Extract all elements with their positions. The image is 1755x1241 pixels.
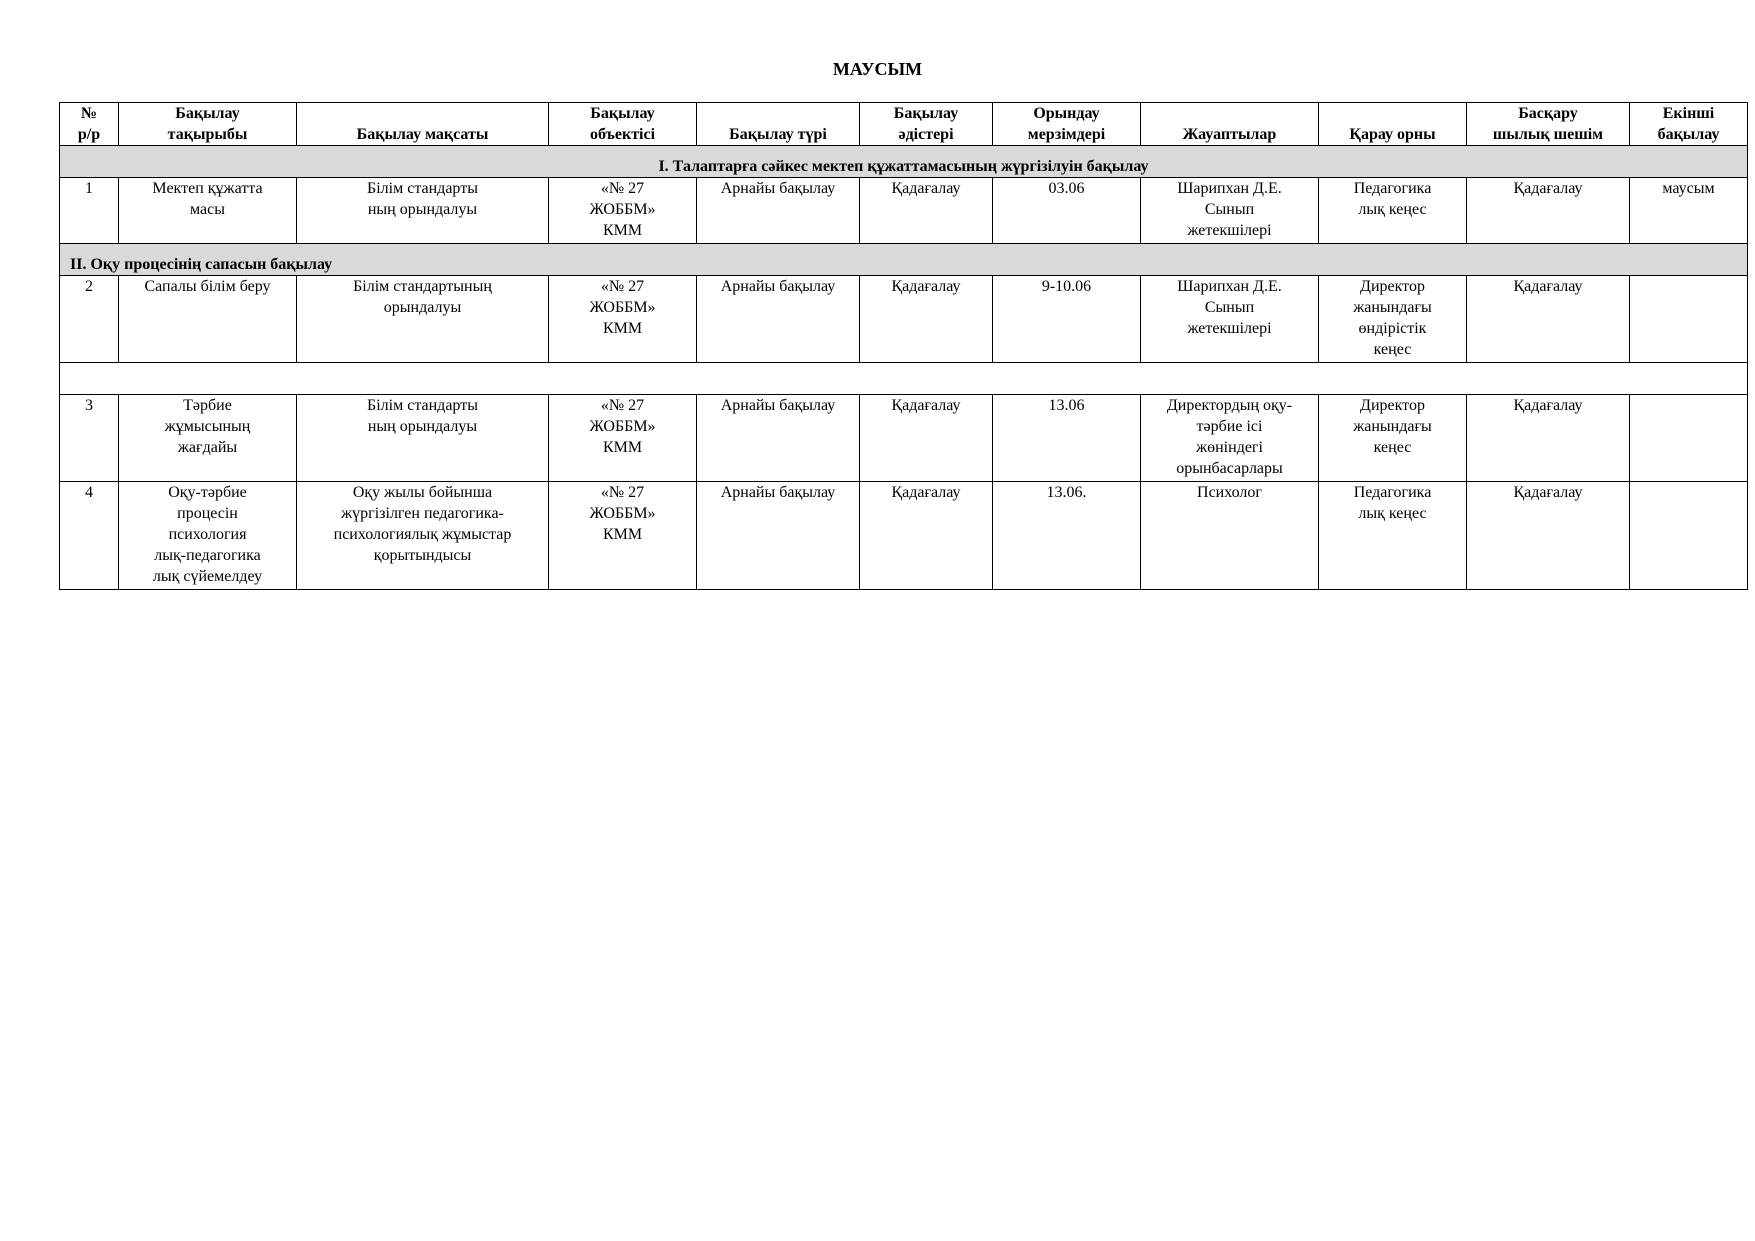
cell-goal: Білім стандартының орындалуы [297, 276, 549, 363]
cell-object: «№ 27 ЖОББМ» КММ [549, 482, 697, 590]
table-row [60, 276, 1748, 363]
cell-type: Арнайы бақылау [697, 395, 860, 482]
cell-decision: Қадағалау [1467, 395, 1630, 482]
page-title: МАУСЫМ [832, 59, 923, 79]
section-row-1 [60, 146, 1748, 178]
section-row-2 [60, 244, 1748, 276]
cell-num: 1 [60, 178, 119, 244]
header-method: Бақылау әдістері [860, 103, 993, 146]
cell-second [1630, 482, 1748, 590]
cell-dates: 03.06 [993, 178, 1141, 244]
cell-second [1630, 276, 1748, 363]
header-decision: Басқару шылық шешім [1467, 103, 1630, 146]
header-responsible: Жауаптылар [1141, 103, 1319, 146]
cell-topic: Оқу-тәрбие процесін психология лық-педагогика лық сүйемелдеу [119, 482, 297, 590]
header-place: Қарау орны [1319, 103, 1467, 146]
cell-decision: Қадағалау [1467, 178, 1630, 244]
cell-topic: Сапалы білім беру [119, 276, 297, 363]
cell-second: маусым [1630, 178, 1748, 244]
table-row [60, 395, 1748, 482]
cell-object: «№ 27 ЖОББМ» КММ [549, 395, 697, 482]
cell-method: Қадағалау [860, 178, 993, 244]
cell-topic: Тәрбие жұмысының жағдайы [119, 395, 297, 482]
cell-method: Қадағалау [860, 276, 993, 363]
header-type: Бақылау түрі [697, 103, 860, 146]
cell-object: «№ 27 ЖОББМ» КММ [549, 178, 697, 244]
cell-responsible: Шарипхан Д.Е. Сынып жетекшілері [1141, 276, 1319, 363]
cell-object: «№ 27 ЖОББМ» КММ [549, 276, 697, 363]
cell-num: 4 [60, 482, 119, 590]
cell-num: 2 [60, 276, 119, 363]
cell-place: Педагогика лық кеңес [1319, 178, 1467, 244]
cell-responsible: Психолог [1141, 482, 1319, 590]
empty-cell [60, 363, 1748, 395]
cell-goal: Оқу жылы бойынша жүргізілген педагогика- психологиялық жұмыстар қорытындысы [297, 482, 549, 590]
cell-num: 3 [60, 395, 119, 482]
cell-place: Директор жанындағы өндірістік кеңес [1319, 276, 1467, 363]
header-second: Екінші бақылау [1630, 103, 1748, 146]
cell-topic: Мектеп құжатта масы [119, 178, 297, 244]
cell-goal: Білім стандарты ның орындалуы [297, 178, 549, 244]
cell-method: Қадағалау [860, 482, 993, 590]
control-plan-table [59, 102, 1748, 590]
cell-goal: Білім стандарты ның орындалуы [297, 395, 549, 482]
header-row [60, 103, 1748, 146]
cell-responsible: Директордың оқу- тәрбие ісі жөніндегі орынбасарлары [1141, 395, 1319, 482]
table-row [60, 178, 1748, 244]
header-num: № р/р [60, 103, 119, 146]
cell-decision: Қадағалау [1467, 482, 1630, 590]
cell-place: Педагогика лық кеңес [1319, 482, 1467, 590]
cell-responsible: Шарипхан Д.Е. Сынып жетекшілері [1141, 178, 1319, 244]
cell-type: Арнайы бақылау [697, 276, 860, 363]
cell-method: Қадағалау [860, 395, 993, 482]
section-title-1: I. Талаптарға сәйкес мектеп құжаттамасының жүргізілуін бақылау [60, 146, 1748, 178]
cell-second [1630, 395, 1748, 482]
cell-dates: 13.06 [993, 395, 1141, 482]
section-title-2: II. Оқу процесінің сапасын бақылау [60, 244, 1748, 276]
cell-place: Директор жанындағы кеңес [1319, 395, 1467, 482]
header-dates: Орындау мерзімдері [993, 103, 1141, 146]
empty-row [60, 363, 1748, 395]
header-topic: Бақылау тақырыбы [119, 103, 297, 146]
cell-type: Арнайы бақылау [697, 178, 860, 244]
header-goal: Бақылау мақсаты [297, 103, 549, 146]
cell-decision: Қадағалау [1467, 276, 1630, 363]
cell-dates: 13.06. [993, 482, 1141, 590]
cell-type: Арнайы бақылау [697, 482, 860, 590]
cell-dates: 9-10.06 [993, 276, 1141, 363]
table-row [60, 482, 1748, 590]
header-object: Бақылау объектісі [549, 103, 697, 146]
